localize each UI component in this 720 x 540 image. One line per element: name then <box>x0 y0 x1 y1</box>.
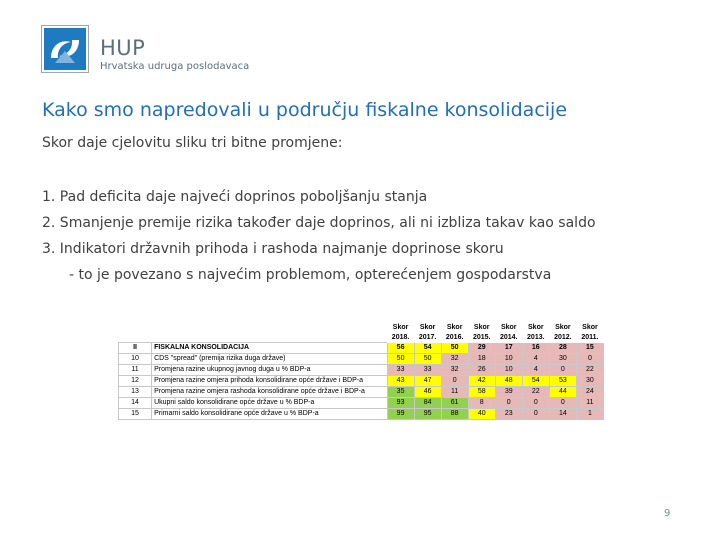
logo-subtitle: Hrvatska udruga poslodavaca <box>100 61 250 72</box>
point-3: 3. Indikatori državnih prihoda i rashoda najmanje doprinose skoru <box>42 241 504 257</box>
table-row <box>119 398 604 409</box>
year-cell: 2015. <box>468 333 495 343</box>
header-cell: Skor <box>495 323 522 333</box>
score-cell: 24 <box>576 387 603 398</box>
score-cell: 14 <box>549 409 576 420</box>
year-cell: 2017. <box>414 333 441 343</box>
header-row-top <box>119 323 604 333</box>
score-cell: 35 <box>387 387 414 398</box>
score-cell: 0 <box>495 398 522 409</box>
score-cell: 32 <box>441 354 468 365</box>
score-cell: 32 <box>441 365 468 376</box>
row-label: Ukupni saldo konsolidirane opće države u % BDP-a <box>152 398 387 409</box>
table-row <box>119 354 604 365</box>
score-cell: 17 <box>495 343 522 354</box>
row-index: II <box>119 343 152 354</box>
header-row-years <box>119 333 604 343</box>
score-cell: 23 <box>495 409 522 420</box>
score-cell: 43 <box>387 376 414 387</box>
table-row <box>119 365 604 376</box>
score-cell: 99 <box>387 409 414 420</box>
row-index: 11 <box>119 365 152 376</box>
header-cell: Skor <box>387 323 414 333</box>
header-cell: Skor <box>468 323 495 333</box>
page-number: 9 <box>664 508 671 519</box>
table-row <box>119 376 604 387</box>
score-cell: 84 <box>414 398 441 409</box>
year-cell: 2013. <box>522 333 549 343</box>
score-cell: 0 <box>576 354 603 365</box>
row-index: 12 <box>119 376 152 387</box>
row-label: Primarni saldo konsolidirane opće države u % BDP-a <box>152 409 387 420</box>
slide-title: Kako smo napredovali u području fiskalne konsolidacije <box>42 99 568 121</box>
score-cell: 11 <box>441 387 468 398</box>
header-cell: Skor <box>549 323 576 333</box>
score-cell: 10 <box>495 354 522 365</box>
points-list <box>42 184 596 288</box>
score-cell: 54 <box>522 376 549 387</box>
point-1: 1. Pad deficita daje najveći doprinos poboljšanju stanja <box>42 189 428 205</box>
score-cell: 50 <box>441 343 468 354</box>
score-cell: 10 <box>495 365 522 376</box>
score-cell: 54 <box>414 343 441 354</box>
year-cell: 2016. <box>441 333 468 343</box>
row-label: Promjena razine omjera rashoda konsolidirane opće države i BDP-a <box>152 387 387 398</box>
table-body <box>119 343 604 420</box>
score-cell: 11 <box>576 398 603 409</box>
point-2: 2. Smanjenje premije rizika također daje doprinos, ali ni izbliza takav kao saldo <box>42 215 596 231</box>
score-cell: 22 <box>576 365 603 376</box>
subpoint: - to je povezano s najvećim problemom, opterećenjem gospodarstva <box>69 267 552 283</box>
row-index: 13 <box>119 387 152 398</box>
header-blank <box>119 323 152 333</box>
score-cell: 30 <box>576 376 603 387</box>
slide-intro: Skor daje cjelovitu sliku tri bitne promjene: <box>42 135 343 151</box>
score-cell: 53 <box>549 376 576 387</box>
header-blank <box>152 323 387 333</box>
year-cell: 2018. <box>387 333 414 343</box>
score-cell: 4 <box>522 354 549 365</box>
score-cell: 47 <box>414 376 441 387</box>
score-cell: 61 <box>441 398 468 409</box>
year-cell: 2011. <box>576 333 603 343</box>
score-cell: 95 <box>414 409 441 420</box>
logo-title: HUP <box>100 36 146 60</box>
score-cell: 16 <box>522 343 549 354</box>
header-cell: Skor <box>576 323 603 333</box>
score-cell: 30 <box>549 354 576 365</box>
score-cell: 0 <box>522 398 549 409</box>
score-cell: 88 <box>441 409 468 420</box>
score-cell: 22 <box>522 387 549 398</box>
score-cell: 56 <box>387 343 414 354</box>
row-label: CDS "spread" (premija rizika duga države) <box>152 354 387 365</box>
score-cell: 4 <box>522 365 549 376</box>
score-cell: 0 <box>522 409 549 420</box>
score-cell: 50 <box>414 354 441 365</box>
score-cell: 29 <box>468 343 495 354</box>
header-cell: Skor <box>522 323 549 333</box>
score-cell: 33 <box>387 365 414 376</box>
header-cell: Skor <box>441 323 468 333</box>
row-index: 15 <box>119 409 152 420</box>
row-label: FISKALNA KONSOLIDACIJA <box>152 343 387 354</box>
row-index: 10 <box>119 354 152 365</box>
score-cell: 46 <box>414 387 441 398</box>
table-row <box>119 343 604 354</box>
table-row <box>119 409 604 420</box>
header-blank <box>152 333 387 343</box>
score-table <box>118 322 604 420</box>
score-cell: 8 <box>468 398 495 409</box>
score-cell: 40 <box>468 409 495 420</box>
score-cell: 0 <box>549 398 576 409</box>
score-cell: 93 <box>387 398 414 409</box>
header-cell: Skor <box>414 323 441 333</box>
row-label: Promjena razine omjera prihoda konsolidirane opće države i BDP-a <box>152 376 387 387</box>
score-cell: 42 <box>468 376 495 387</box>
score-cell: 28 <box>549 343 576 354</box>
score-cell: 26 <box>468 365 495 376</box>
score-cell: 1 <box>576 409 603 420</box>
year-cell: 2012. <box>549 333 576 343</box>
score-cell: 58 <box>468 387 495 398</box>
score-cell: 39 <box>495 387 522 398</box>
score-cell: 50 <box>387 354 414 365</box>
score-cell: 0 <box>549 365 576 376</box>
score-cell: 0 <box>441 376 468 387</box>
score-cell: 15 <box>576 343 603 354</box>
score-cell: 33 <box>414 365 441 376</box>
year-cell: 2014. <box>495 333 522 343</box>
row-index: 14 <box>119 398 152 409</box>
header-blank <box>119 333 152 343</box>
score-cell: 48 <box>495 376 522 387</box>
score-cell: 18 <box>468 354 495 365</box>
row-label: Promjena razine ukupnog javnog duga u % BDP-a <box>152 365 387 376</box>
table-row <box>119 387 604 398</box>
hup-logo-icon <box>41 25 89 73</box>
score-cell: 44 <box>549 387 576 398</box>
